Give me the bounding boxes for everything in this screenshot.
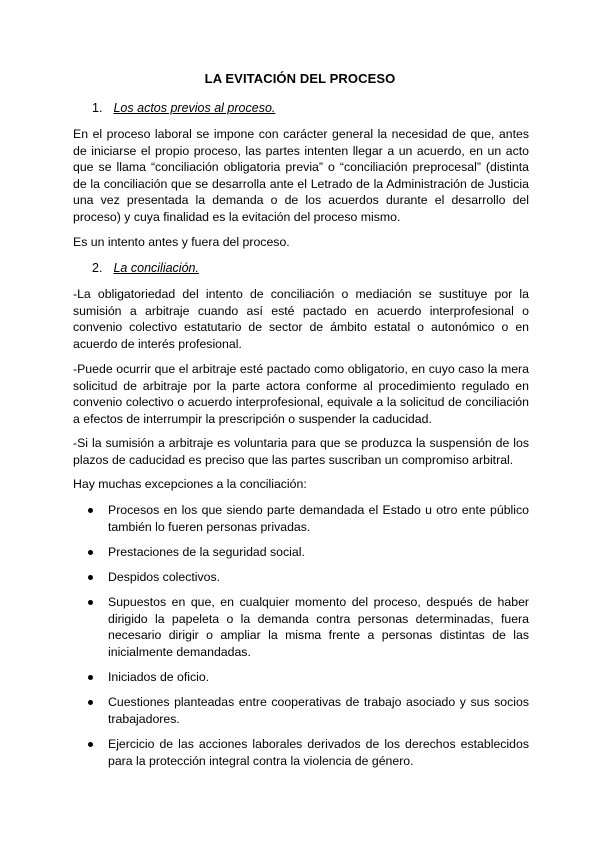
list-item-text: Despidos colectivos. [108, 569, 221, 584]
bullet-icon [88, 675, 93, 680]
section-title: Los actos previos al proceso. [113, 101, 276, 115]
bullet-icon [88, 600, 93, 605]
bullet-icon [88, 742, 93, 747]
paragraph-mandatory-arbitration: -Puede ocurrir que el arbitraje esté pactado como obligatorio, en cuyo caso la mera solicitud de arbitraje por la parte actora conforme al procedimiento regulado en convenio colectivo o acuerdo interprofesional, equivale a la solicitud de conciliación a efectos de interrumpir la prescripción o suspender la caducidad. [73, 362, 529, 426]
section-number: 2. [92, 261, 103, 275]
list-item-text: Supuestos en que, en cualquier momento del proceso, después de haber dirigido la papeleta o la demanda contra personas determinadas, fuera necesario dirigir o ampliar la misma frente a personas distintas de las inicialmente demandadas. [108, 595, 529, 659]
list-item [73, 502, 529, 535]
list-item-text: Procesos en los que siendo parte demandada el Estado u otro ente público también lo fueren personas privadas. [108, 503, 529, 534]
bullet-icon [88, 550, 93, 555]
bullet-icon [88, 700, 93, 705]
paragraph-arbitration-substitution: -La obligatoriedad del intento de conciliación o mediación se sustituye por la sumisión a arbitraje cuando así esté pactado en acuerdo interprofesional o convenio colectivo estatutario de sector de ámbito estatal o autonómico o en acuerdo de interés profesional. [73, 287, 529, 351]
exceptions-list [73, 502, 529, 778]
paragraph-exceptions-intro: Hay muchas excepciones a la conciliación: [73, 477, 307, 491]
list-item-text: Ejercicio de las acciones laborales derivados de los derechos establecidos para la protección integral contra la violencia de género. [108, 737, 529, 768]
paragraph-intro: En el proceso laboral se impone con carácter general la necesidad de que, antes de iniciarse el propio proceso, las partes intenten llegar a un acuerdo, en un acto que se llama “conciliación obligatoria previa” o “conciliación preprocesal” (distinta de la conciliación que se desarrolla ante el Letrado de la Administración de Justicia una vez presentada la demanda o de los acuerdos durante el desarrollo del proceso) y cuya finalidad es la evitación del proceso mismo. [73, 127, 529, 224]
list-item [73, 669, 529, 686]
section-heading-1 [92, 101, 275, 115]
list-item-text: Cuestiones planteadas entre cooperativas de trabajo asociado y sus socios trabajadores. [108, 695, 529, 726]
section-number: 1. [92, 101, 103, 115]
list-item [73, 569, 529, 586]
section-title: La conciliación. [113, 261, 199, 275]
paragraph-summary: Es un intento antes y fuera del proceso. [73, 235, 290, 249]
bullet-icon [88, 575, 93, 580]
list-item [73, 544, 529, 561]
section-heading-2 [92, 261, 199, 275]
list-item-text: Iniciados de oficio. [108, 670, 210, 685]
list-item [73, 736, 529, 769]
bullet-icon [88, 508, 93, 513]
paragraph-voluntary-arbitration: -Si la sumisión a arbitraje es voluntaria para que se produzca la suspensión de los plazos de caducidad es preciso que las partes suscriban un compromiso arbitral. [73, 436, 529, 467]
list-item [73, 594, 529, 660]
page-title: LA EVITACIÓN DEL PROCESO [204, 71, 396, 86]
list-item-text: Prestaciones de la seguridad social. [108, 544, 305, 559]
list-item [73, 694, 529, 727]
